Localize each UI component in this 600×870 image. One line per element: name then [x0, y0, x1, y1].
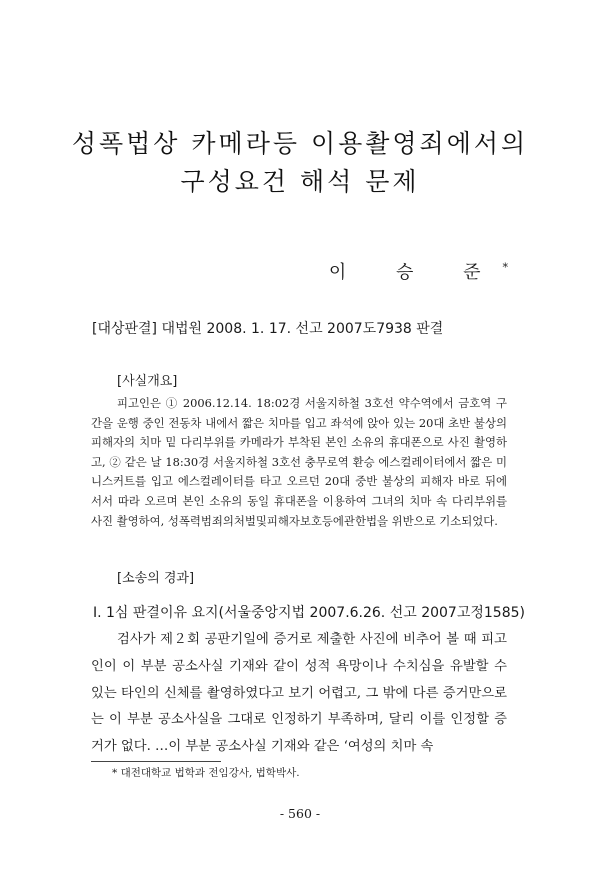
author-name: 이 승 준: [328, 262, 503, 283]
page-number: - 560 -: [279, 806, 321, 821]
title-line-2: 구성요건 해석 문제: [180, 167, 420, 196]
first-instance-heading: Ⅰ. 1심 판결이유 요지(서울중앙지법 2007.6.26. 선고 2007고정1585): [93, 605, 525, 621]
section-facts-label: [사실개요]: [117, 374, 178, 389]
case-reference: [대상판결] 대법원 2008. 1. 17. 선고 2007도7938 판결: [92, 321, 444, 337]
title-line-1: 성폭법상 카메라등 이용촬영죄에서의: [71, 129, 529, 158]
footnote-divider: [91, 761, 221, 762]
facts-paragraph: 피고인은 ① 2006.12.14. 18:02경 서울지하철 3호선 약수역에서 금호역 구간을 운행 중인 전동차 내에서 짧은 치마를 입고 좌석에 앉아 있는 20대 초반 불상의 피해자의 치마 밑 다리부위를 카메라가 부착된 본인 소유의 휴대폰으로 사진 촬영하고, ② 같은 날 18:30경 서울지하철 3호선 충무로역 환승 에스컬레이터에서 짧은 미니스커트를 입고 에스컬레이터를 타고 오르던 20대 중반 불상의 피해자 바로 뒤에 서서 따라 오르며 본인 소유의 동일 휴대폰을 이용하여 그녀의 치마 속 다리부위를 사진 촬영하여, 성폭력범죄의처벌및피해자보호등에관한법을 위반으로 기소되었다.: [91, 396, 507, 528]
footnote: * 대전대학교 법학과 전임강사, 법학박사.: [112, 767, 300, 779]
first-instance-paragraph: 검사가 제２회 공판기일에 증거로 제출한 사진에 비추어 볼 때 피고인이 이 부분 공소사실 기재와 같이 성적 욕망이나 수치심을 유발할 수 있는 타인의 신체를 촬영하였다고 보기 어렵고, 그 밖에 다른 증거만으로는 이 부분 공소사실을 그대로 인정하기 부족하며, 달리 이를 인정할 증거가 없다. …이 부분 공소사실 기재와 같은 ‘여성의 치마 속: [91, 632, 507, 755]
author: [329, 258, 508, 284]
author-footnote-mark: *: [502, 261, 508, 274]
section-litigation-label: [소송의 경과]: [117, 571, 195, 586]
